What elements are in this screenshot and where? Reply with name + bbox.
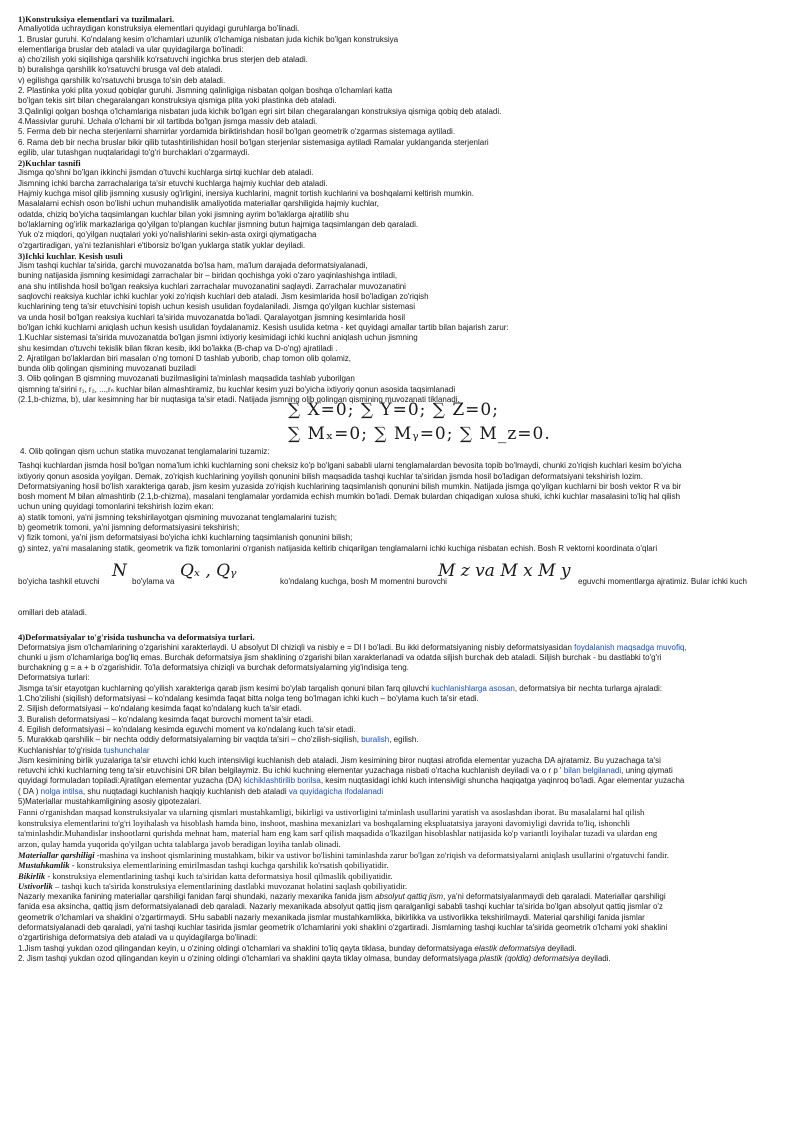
section-4-title: 4)Deformatsiyalar to'g'risida tushuncha va deformatsiya turlari.: [18, 632, 255, 643]
paragraph-line: [18, 944, 782, 954]
text-span: Kuchlanishlar to'g'risida: [18, 745, 104, 755]
text-span: 2. Jism tashqi yukdan ozod qilingandan keyin u o'zining oldingi o'lchamlari va shaklini qayta tiklay olmasa, bunday deformatsiyaga: [18, 953, 480, 963]
paragraph-line: fanida esa aksincha, qattiq jism deformatsiyalanadi deb qaraladi. Nazariy mexanikada absolyut qattiq jism qaralganligi sababli tashqi kuchlar ta'sirida bo'lgan absolyut qattiq jismlar o'z: [18, 902, 663, 912]
paragraph-line: [18, 776, 782, 786]
paragraph-line: 4.Massivlar guruhi. Uchala o'lchami bir xil tartibda bo'lgan jismga massiv deb ataladi.: [18, 116, 318, 126]
text-span: Nazariy mexanika fanining materiallar qarshiligi fanidan farqi shundaki, nazariy mexanika fanida jism: [18, 892, 376, 902]
text-span: deyiladi.: [579, 953, 611, 963]
paragraph-line: o'zgartirishiga deformatsiya deb ataladi va u quyidagilarga bo'linadi:: [18, 933, 258, 943]
text-span: 5. Murakkab qarshilik – bir nechta oddiy deformatsiyalarning bir vaqtda ta'siri – cho'zilish-siqilish,: [18, 735, 362, 745]
paragraph-line: a) cho'zilish yoki siqilishiga qarshilik ko'rsatuvchi ingichka brus sterjen deb ataladi.: [18, 55, 308, 65]
paragraph-line: bo'laklarning og'irlik markazlariga qo'yilgan to'plangan kuchlar jismning butun hajmiga taqsimlangan deb qaraladi.: [18, 219, 419, 229]
paragraph-line: Fanni o'rganishdan maqsad konstruksiyalar va ularning qismlari mustahkamligi, bikirligi va ustivorligini ta'minlash usullarini yaratish va asoslashdan iborat. Bu masalalarni hal qilish: [18, 807, 645, 818]
paragraph-line: shu kesimdan o'tuvchi tekislik bilan fikran kesib, ikki bo'lakka (B-chap va D-o'ng) ajratiladi .: [18, 343, 338, 353]
internal-force-components-line: [18, 554, 782, 594]
paragraph-line: ixtiyoriy qonun asosida yoyilgan. Demak, zo'riqish kuchlarining yoyilish qonunini bilish maqsadida tashqi kuchlar ta'siridan jismda hosil bo'ladigan deformatsiyani tekshirish lozim.: [18, 471, 643, 481]
definition-line: [18, 881, 782, 892]
text-span: retuvchi ichki kuchlarning teng ta'sir etuvchisini DR bilan belgilaymiz. Bu ichki kuchning elementar yuzachaga nisbati o'rtacha kuchlanish deyiladi va o r p ': [18, 766, 564, 776]
definition-line: [18, 850, 782, 861]
text-span: Jismga ta'sir etayotgan kuchlarning qo'yilish xarakteriga qarab jism kesimi bo'ylab tarqalish qonuni bilan farq qiluvchi: [18, 683, 432, 693]
hyperlink[interactable]: kichiklashtirilib borilsa: [243, 776, 321, 786]
paragraph-line: qismning ta'sirini r₁, r₂, ...,rₙ kuchlar bilan almashtiramiz, bu kuchlar kesim yuzi bo'yicha ixtiyoriy qonun asosida taqsimlanadi: [18, 384, 456, 394]
paragraph-line: buning natijasida jismning kesimidagi zarrachalar bir – biridan qochishga yoki o'zaro yaqinlashishga intiladi,: [18, 271, 398, 281]
section-5-body: [18, 807, 782, 892]
text-span: - konstruksiya elementlarining tashqi kuch ta'siridan katta deformatsiya hosil qilmaslik qobiliyatidir.: [45, 870, 393, 881]
section-5-title: 5)Materiallar mustahkamligining asosiy gipotezalari.: [18, 797, 202, 806]
paragraph-line: 2. Plastinka yoki plita yoxud qobiqlar guruhi. Jismning qalinligiga nisbatan qolgan boshqa o'lchamlari katta: [18, 86, 393, 96]
paragraph-line: arzon, qulay hamda yuqorida qo'yilgan uchta talablarga javob beradigan loyiha tanlab olinadi.: [18, 839, 341, 850]
text-span: , ya'ni deformatsiyalanmaydi deb qaraladi. Materiallar qarshiligi: [443, 892, 666, 902]
paragraph-line: 1.Cho'zilishi (siqilish) deformatsiyasi – ko'ndalang kesimda faqat bitta nolga teng bo'lmagan ichki kuch – bo'ylama kuch ta'sir etadi.: [18, 694, 479, 704]
equation-forces: ∑ X=0; ∑ Y=0; ∑ Z=0;: [288, 400, 499, 421]
equilibrium-equations: [18, 400, 782, 461]
paragraph-line: [18, 746, 782, 756]
paragraph-line: deformatsiyalanadi deb qaraladi, ya'ni tashqi kuchlar tasirida jismlar geometrik o'lchamlarini yoki shaklini o'zgartiradi. Jismlarning tashqi kuchlar ta'sirida geometrik o'lchami yoki shaklini: [18, 922, 668, 932]
paragraph-line: v) fizik tomoni, ya'ni jism deformatsiyasi bo'yicha ichki kuchlarning taqsimlanish qonunini bilish;: [18, 533, 353, 543]
math-text: ko'ndalang kuchga, bosh M momentni burovchi: [280, 576, 447, 586]
paragraph-line: Jism kesimining birlik yuzalariga ta'sir etuvchi ichki kuch intensivligi kuchlanish deb ataladi. Jism kesimining biror nuqtasi atrofida elementar yuzacha DA ajratamiz. Bu yuzachaga ta'si: [18, 755, 661, 765]
paragraph-line: (2.1,b-chizma, b), ular kesimning har bir nuqtasiga ta'sir etadi. Natijada jismning olib qolingan qismining muvozanati tiklanadi.: [18, 394, 460, 404]
paragraph-line: egilib, ular tutashgan nuqtalaridagi to'g'ri burchaklari o'zgarmaydi.: [18, 147, 250, 157]
paragraph-line: [18, 735, 782, 745]
paragraph-line: Amaliyotida uchraydigan konstruksiya elementlari quyidagi guruhlarga bo'linadi.: [18, 24, 300, 34]
hyperlink[interactable]: va quyidagicha ifodalanadi: [288, 786, 384, 796]
section-1-title: 1)Konstruksiya elementlari va tuzilmalari.: [18, 14, 175, 24]
paragraph-line: uchun uning quyidagi tomonlarini tekshirish lozim ekan:: [18, 502, 214, 512]
paragraph-line: 3.Qalinligi qolgan boshqa o'lchamlariga nisbatan juda kichik bo'lgan egri sirt bilan chegaralangan konstruksiya qismiga qobiq deb ataladi.: [18, 106, 502, 116]
paragraph-line: Hajmiy kuchga misol qilib jismning xususiy og'irligini, inersiya kuchlarini, magnit tortish kuchlarini va boshqalarni keltirish mumkin.: [18, 189, 474, 199]
text-span: – tashqi kuch ta'sirida konstruksiya elementlarining dastlabki muvozanat holatini saqlash qobiliyatidir.: [52, 881, 408, 892]
definition-line: [18, 860, 782, 871]
term: Mustahkamlik: [18, 860, 70, 871]
paragraph-line: Tashqi kuchlardan jismda hosil bo'lgan noma'lum ichki kuchlarning soni cheksiz ko'p bo'lgani sababli ularni tenglamalardan bevosita topib bo'lmaydi, chunki zo'riqish kuchlari kesim bo'yicha: [18, 461, 682, 471]
paragraph-line: geometrik o'lchamlari va shaklini o'zgartirmaydi. SHu sababli nazariy mexanikada jismlar mustahkamlikka, bikirlikka va ustivorlikka tekshirilmaydi. Material qarshiligi fanida jismlar: [18, 912, 645, 922]
term: Materiallar qarshiligi: [18, 849, 95, 860]
math-text: bo'yicha tashkil etuvchi: [18, 576, 100, 586]
paragraph-line: b) geometrik tomoni, ya'ni jismning deformatsiyasini tekshirish;: [18, 523, 240, 533]
definition-line: [18, 871, 782, 882]
paragraph-line: [18, 892, 782, 902]
paragraph-line: odatda, chiziq bo'yicha taqsimlangan kuchlar bilan yoki jismning ayrim bo'laklarga ajratilib shu: [18, 209, 349, 219]
text-span: , uning qiymati: [621, 766, 673, 776]
paragraph-line: o'zgartiradigan, ya'ni tezlanishlari e'tiborsiz bo'lgan yuklarga statik yuklar deyiladi.: [18, 240, 306, 250]
paragraph-line: bosh moment M bilan almashtirib (2.1,b-chizma), masalani tenglamalar yordamida echish mumkin bo'ladi. Demak bulardan chiqadigan xulosa shuki, ichki kuchlar masalasini to'liq hal qilish: [18, 492, 681, 502]
paragraph-line: Masalalarni echish oson bo'lishi uchun muhandislik amaliyotida materiallar qarshiligida hajmiy kuchlar,: [18, 199, 379, 209]
paragraph-line: b) buralishga qarshilik ko'rsatuvchi brusga val deb ataladi.: [18, 65, 223, 75]
paragraph-line: 2. Ajratilgan bo'laklardan biri masalan o'ng tomoni D tashlab yuborib, chap tomon olib qolamiz,: [18, 353, 352, 363]
text-span: -mashina va inshoot qismlarining mustahkam, bikir va ustivor bo'lishini taminlashda zarur bo'lgan zo'riqish va deformatsiyalarni aniqlash usullarini o'rgatuvchi fandir.: [94, 849, 669, 860]
hyperlink[interactable]: kuchlanishlarga asosan: [431, 683, 515, 693]
hyperlink[interactable]: tushunchalar: [103, 745, 150, 755]
paragraph-line: 5. Ferma deb bir necha sterjenlarni sharnirlar yordamida biriktirishdan hosil bo'lgan geometrik o'zgarmas sistemaga aytiladi.: [18, 127, 456, 137]
paragraph-line: 1.Kuchlar sistemasi ta'sirida muvozanatda bo'lgan jismni ixtiyoriy kesimidagi ichki kuchni aniqlash uchun jismning: [18, 333, 418, 343]
text-span: , deformatsiya bir nechta turlarga ajraladi:: [514, 683, 663, 693]
paragraph-line: burchakning g = a + b o'zgarishidir. To'la deformatsiya chiziqli va burchak deformatsiyalarning yig'indisiga teng.: [18, 663, 409, 673]
text-span: deyiladi.: [545, 943, 577, 953]
math-symbol-m: M z va M x M y: [438, 560, 571, 581]
paragraph-line: saqlovchi reaksiya kuchlar ichki kuchlar yoki zo'riqish kuchlari deb ataladi. Jism kesimlarida hosil bo'ladigan zo'riqish: [18, 292, 429, 302]
paragraph-line: elementlariga bruslar deb ataladi va ular quyidagilarga bo'linadi:: [18, 44, 244, 54]
math-text: eguvchi momentlarga ajratimiz. Bular ichki kuch: [578, 576, 747, 586]
section-2-title: 2)Kuchlar tasnifi: [18, 158, 81, 169]
paragraph-line: a) statik tomoni, ya'ni jismning tekshirilayotgan qismining muvozanat tenglamalarini tuzish;: [18, 512, 338, 522]
italic-term: elastik deformatsiya: [474, 943, 546, 953]
text-span: ( DA ): [18, 786, 41, 796]
equation-caption: 4. Olib qolingan qism uchun statika muvozanat tenglamalarini tuzamiz:: [20, 447, 270, 457]
paragraph-line: [18, 787, 782, 797]
paragraph-line: ana shu intilishda hosil bo'lgan reaksiya kuchlari zarrachalar muvozanatini saqlaydi. Zarrachalar muvozanatini: [18, 281, 406, 291]
paragraph-line: Yuk o'z miqdori, qo'yilgan nuqtalari yoki yo'nalishlarini sekin-asta oxirgi qiymatigacha: [18, 230, 317, 240]
term: Ustivorlik: [18, 881, 53, 892]
text-span: , egilish.: [389, 735, 419, 745]
paragraph-line: [18, 766, 782, 776]
document-page: [18, 14, 782, 964]
text-span: quyidagi formuladan topiladi:Ajratilgan elementar yuzacha (DA): [18, 776, 244, 786]
paragraph-line: Jism tashqi kuchlar ta'sirida, garchi muvozanatda bo'lsa ham, ma'lum darajada deformatsiyalanadi,: [18, 261, 368, 271]
term: Bikirlik: [18, 870, 46, 881]
math-symbol-q: Qₓ , Qᵧ: [180, 560, 237, 581]
hyperlink[interactable]: buralish: [361, 735, 390, 745]
text-span: , shu nuqtadagi kuchlanish haqiqiy kuchlanish deb ataladi: [82, 786, 289, 796]
paragraph-line: konstruksiya elementlarini to'g'ri loyihalash va hisoblash hamda bino, inshoot, mashina mexanizlari va boshqalarning ekspluatatsiya jarayoni davomiyligi davrida to'liq, ishonchli: [18, 817, 631, 828]
math-text: bo'ylama va: [132, 576, 175, 586]
equation-moments: ∑ Mₓ=0; ∑ Mᵧ=0; ∑ M_z=0.: [288, 424, 551, 445]
paragraph-line: Deformatsiyaning hosil bo'lish xarakteriga qarab, jism kesim yuzasida zo'riqish kuchlarining taqsimlanish qonunini bilish mumkin. Natijada jismga qo'yilgan kuchlarni bir bosh vektor R va bir: [18, 481, 682, 491]
paragraph-line: g) sintez, ya'ni masalaning statik, geometrik va fizik tomonlarini o'rganish natijasida keltirib chiqarilgan tenglamalarni ichki kuchiga nisbatan echish. Bosh R vektorni koordinata o'qlari: [18, 543, 658, 553]
paragraph-line: Jismga qo'shni bo'lgan ikkinchi jismdan o'tuvchi kuchlarga sirtqi kuchlar deb ataladi.: [18, 168, 314, 178]
paragraph-line: va unda hosil bo'lgan reaksiya kuchlari ta'sirida muvozanatda bo'ladi. Qaralayotgan jismning kesimlarida hosil: [18, 312, 406, 322]
paragraph-line: 6. Rama deb bir necha bruslar bikir qilib tutashtirilishidan hosil bo'lgan sterjenlar sistemasiga aytiladi Ramalar yuklanganda sterjenlari: [18, 137, 489, 147]
paragraph-line: Jismning ichki barcha zarrachalariga ta'sir etuvchi kuchlarga hajmiy kuchlar deb ataladi.: [18, 178, 328, 188]
text-span: - konstruksiya elementlarining emirilmasdan tashqi kuchga qarshilik ko'rsatish qobiliyatidir.: [69, 860, 389, 871]
paragraph-line: chunki u jism o'lchamlariga bog'liq emas. Burchak deformatsiya jism shaklining o'zgarishi bilan xarakterlanadi va odatda siljish burchak deb ataladi. Siljish burchak - bu dastlabki to'g'ri: [18, 652, 662, 662]
hyperlink[interactable]: nolga intilsa: [40, 786, 83, 796]
paragraph-line: [18, 684, 782, 694]
paragraph-line: 1. Bruslar guruhi. Ko'ndalang kesim o'lchamlari uzunlik o'lchamiga nisbatan juda kichik bo'lgan konstruksiya: [18, 34, 399, 44]
paragraph-line: [18, 954, 782, 964]
paragraph-line: [18, 643, 782, 653]
text-span: 1.Jism tashqi yukdan ozod qilingandan keyin, u o'zining oldingi o'lchamlari va shaklini to'liq qayta tiklasa, bunday deformatsiyaga: [18, 943, 475, 953]
paragraph-line: Deformatsiya turlari:: [18, 673, 90, 683]
hyperlink[interactable]: bilan belgilanadi: [563, 766, 622, 776]
hyperlink[interactable]: foydalanish maqsadga muvofiq,: [574, 642, 687, 652]
text-span: , kesim nuqtasidagi ichki kuch intensivligi shuncha haqiqatga yaqinroq bo'ladi. Agar elementar yuzacha: [320, 776, 685, 786]
italic-term: absolyut qattiq jism: [375, 892, 444, 902]
paragraph-line: bo'lgan ichki kuchlarni aniqlash uchun kesish usulidan foydalanamiz. Kesish usulida ketma - ket quyidagi amallar tartib bilan bajarish zarur:: [18, 322, 509, 332]
paragraph-line: omillari deb ataladi.: [18, 607, 87, 617]
math-symbol-n: N: [112, 560, 127, 581]
paragraph-line: v) egilishga qarshilik ko'rsatuvchi brusga to'sin deb ataladi.: [18, 75, 226, 85]
paragraph-line: bunda olib qolingan qismining muvozanati buziladi: [18, 364, 196, 374]
paragraph-line: 4. Egilish deformatsiyasi – ko'ndalang kesimda eguvchi moment va ko'ndalang kuch ta'sir etadi.: [18, 724, 356, 734]
paragraph-line: kuchlarining teng ta'sir etuvchisini topish uchun kesish usulidan foydalaniladi. Jismga qo'yilgan kuchlar sistemasi: [18, 302, 416, 312]
paragraph-line: 3. Buralish deformatsiyasi – ko'ndalang kesimda faqat burovchi moment ta'sir etadi.: [18, 714, 314, 724]
paragraph-line: 3. Olib qolingan B qismning muvozanati buzilmasligini ta'minlash maqsadida tashlab yuborilgan: [18, 374, 355, 384]
paragraph-line: bo'lgan tekis sirt bilan chegaralangan konstruksiya qismiga plita yoki plastinka deb ataladi.: [18, 96, 337, 106]
text-span: Deformatsiya jism o'lchamlarining o'zgarishini xarakterlaydi. U absolyut Dl chiziqli va nisbiy e = Dl I bo'ladi. Bu ikki deformatsiyaning nisbiy deformatsiyasidan: [18, 642, 575, 652]
paragraph-line: 2. Siljish deformatsiyasi – ko'ndalang kesimda faqat ko'ndalang kuch ta'sir etadi.: [18, 704, 302, 714]
section-3-title: 3)Ichki kuchlar. Kesish usuli: [18, 250, 123, 261]
paragraph-line: ta'minlashdir.Muhandislar inshootlarni qurishda mehnat ham, material ham eng kam sarf qilish maqsadida o'lkazilgan hisoblashlar natijasida ko'p variantli loyihalar tuzadi va ulardan eng: [18, 828, 658, 839]
italic-term: plastik (qoldiq) deformatsiya: [479, 953, 580, 963]
